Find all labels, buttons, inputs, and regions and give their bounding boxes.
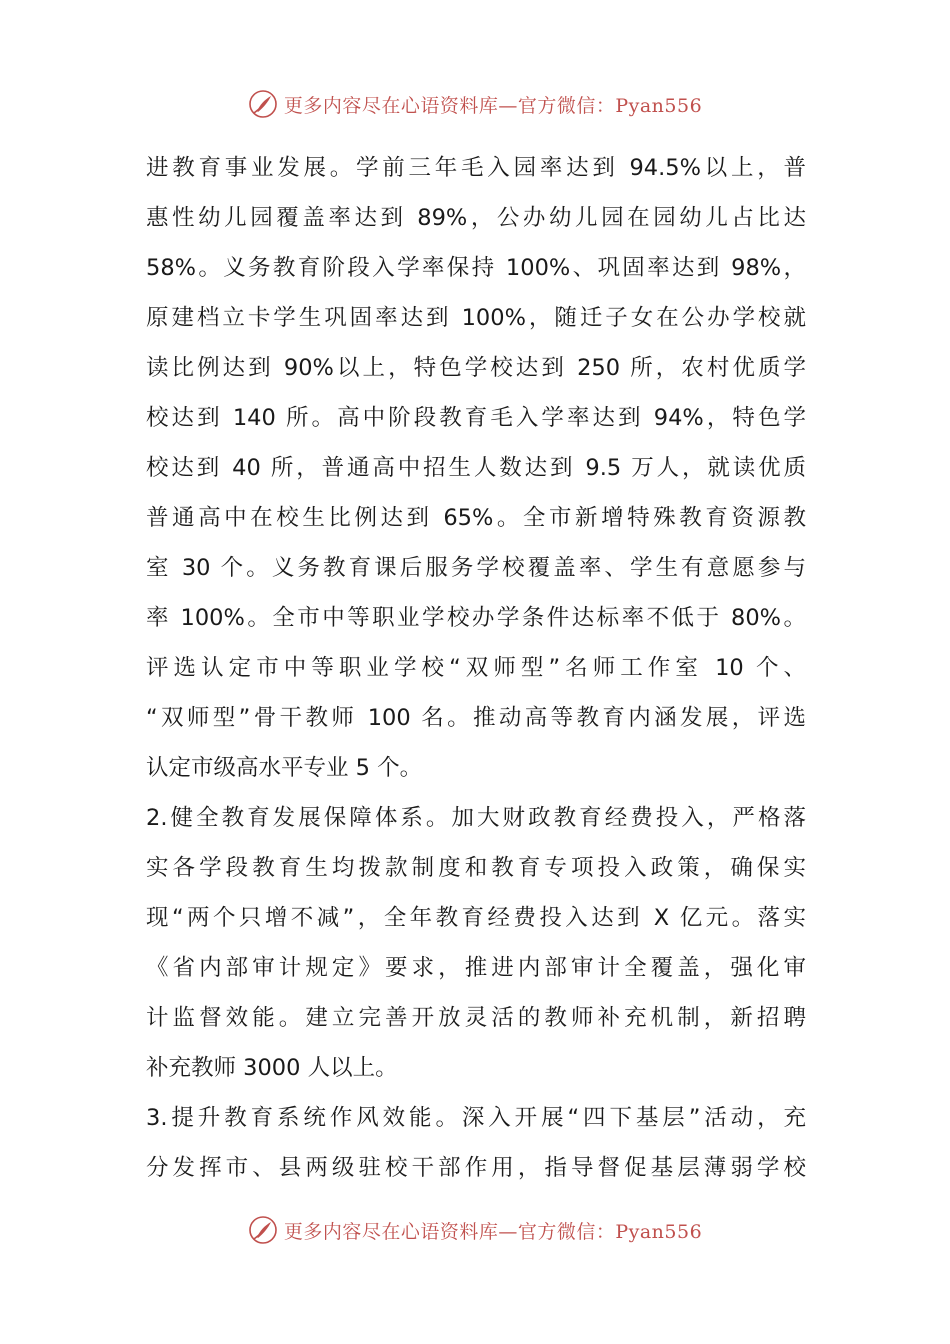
header-banner xyxy=(0,86,950,122)
text-line: 进教育事业发展。学前三年毛入园率达到 94.5%以上，普 xyxy=(146,155,806,181)
text-line: 2.健全教育发展保障体系。加大财政教育经费投入，严格落 xyxy=(146,805,806,831)
text-line: 认定市级高水平专业 5 个。 xyxy=(146,755,423,781)
text-line: 室 30 个。义务教育课后服务学校覆盖率、学生有意愿参与 xyxy=(146,555,806,581)
text-line: 《省内部审计规定》要求，推进内部审计全覆盖，强化审 xyxy=(146,955,806,981)
text-line: 分发挥市、县两级驻校干部作用，指导督促基层薄弱学校 xyxy=(146,1155,806,1181)
text-line: 现“两个只增不减”，全年教育经费投入达到 X 亿元。落实 xyxy=(146,905,806,931)
text-line: 惠性幼儿园覆盖率达到 89%，公办幼儿园在园幼儿占比达 xyxy=(146,205,806,231)
text-line: 普通高中在校生比例达到 65%。全市新增特殊教育资源教 xyxy=(146,505,806,531)
text-line: 读比例达到 90%以上，特色学校达到 250 所，农村优质学 xyxy=(146,355,806,381)
header-banner-text: 更多内容尽在心语资料库—官方微信：Pyan556 xyxy=(283,94,703,117)
quill-pen-logo-icon xyxy=(248,89,278,119)
text-line: 评选认定市中等职业学校“双师型”名师工作室 10 个、 xyxy=(146,655,806,681)
text-line: 校达到 40 所，普通高中招生人数达到 9.5 万人，就读优质 xyxy=(146,455,806,481)
text-line: 58%。义务教育阶段入学率保持 100%、巩固率达到 98%， xyxy=(146,255,806,281)
text-line: 计监督效能。建立完善开放灵活的教师补充机制，新招聘 xyxy=(146,1005,806,1031)
footer-banner xyxy=(0,1212,950,1248)
text-line: 补充教师 3000 人以上。 xyxy=(146,1055,398,1081)
quill-pen-logo-icon xyxy=(248,1215,278,1245)
text-line: 3.提升教育系统作风效能。深入开展“四下基层”活动，充 xyxy=(146,1105,806,1131)
text-line: 实各学段教育生均拨款制度和教育专项投入政策，确保实 xyxy=(146,855,806,881)
text-line: 原建档立卡学生巩固率达到 100%，随迁子女在公办学校就 xyxy=(146,305,806,331)
text-line: 率 100%。全市中等职业学校办学条件达标率不低于 80%。 xyxy=(146,605,806,631)
text-line: 校达到 140 所。高中阶段教育毛入学率达到 94%，特色学 xyxy=(146,405,806,431)
text-line: “双师型”骨干教师 100 名。推动高等教育内涵发展，评选 xyxy=(146,705,806,731)
footer-banner-text: 更多内容尽在心语资料库—官方微信：Pyan556 xyxy=(283,1220,703,1243)
body-text xyxy=(146,143,806,1193)
